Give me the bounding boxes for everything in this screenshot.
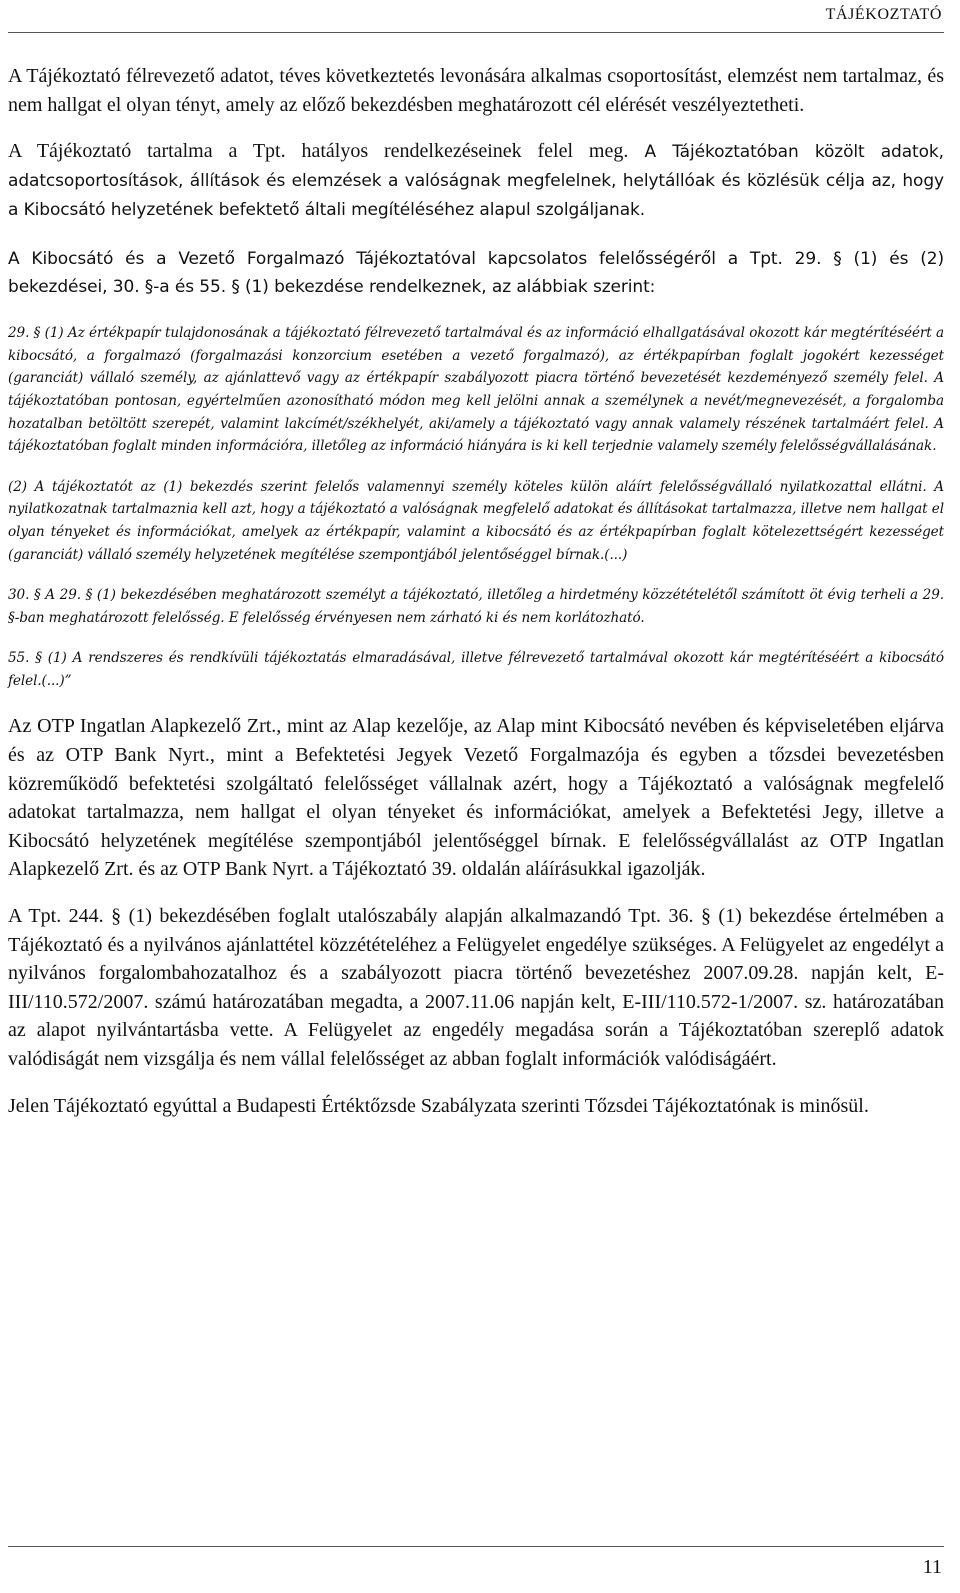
footer-divider: [8, 1546, 944, 1547]
paragraph-compliance-serif-part: A Tájékoztató tartalma a Tpt. hatályos rendelkezéseinek felel meg.: [8, 140, 629, 163]
paragraph-misleading-data: A Tájékoztató félrevezető adatot, téves következtetés levonására alkalmas csoportosítást, elemzést nem tartalmaz, és nem hallgat el olyan tényt, amely az előző bekezdésben meghatározott cél elérését veszélyeztetheti.: [8, 65, 944, 116]
paragraph-supervisory-approval: A Tpt. 244. § (1) bekezdésében foglalt utalószabály alapján alkalmazandó Tpt. 36. § (1) bekezdése értelmében a Tájékoztató és a nyilvános ajánlattétel közzétételéhez a Felügyelet engedélye szükséges. A Felügyelet az engedélyt a nyilvános forgalombahozatalhoz és a szabályozott piacra történő bevezetéshez 2007.09.28. napján kelt, E-III/110.572/2007. számú határozatában megadta, a 2007.11.06 napján kelt, E-III/110.572-1/2007. sz. határozatában az alapot nyilvántartásba vette. A Felügyelet az engedély megadása során a Tájékoztatóban szereplő adatok valódiságát nem vizsgálja és nem vállal felelősséget az abban foglalt információk valódiságáért.: [8, 905, 944, 1071]
paragraph-responsibility-statement: Az OTP Ingatlan Alapkezelő Zrt., mint az Alap kezelője, az Alap mint Kibocsátó nevében és képviseletében eljárva és az OTP Bank Nyrt., mint a Befektetési Jegyek Vezető Forgalmazója és egyben a tőzsdei bevezetésben közreműködő befektetési szolgáltató felelősséget vállalnak azért, hogy a Tájékoztató a valóságnak megfelelő adatokat tartalmazza, nem hallgat el olyan tényeket és információkat, amelyek a Befektetési Jegy, illetve a Kibocsátó helyzetének megítélése szempontjából jelentőséggel bírnak. E felelősségvállalást az OTP Ingatlan Alapkezelő Zrt. és az OTP Bank Nyrt. a Tájékoztató 39. oldalán aláírásukkal igazolják.: [8, 715, 944, 881]
quote-section-29-1: 29. § (1) Az értékpapír tulajdonosának a tájékoztató félrevezető tartalmával és az információ elhallgatásával okozott kár megtérítéséért a kibocsátó, a forgalmazó (forgalmazási konzorcium esetében a vezető forgalmazó), az értékpapírban foglalt jogokért kezességet (garanciát) vállaló személy, az ajánlattevő vagy az értékpapír szabályozott piacra történő bevezetését kezdeményező személy felel. A tájékoztatóban pontosan, egyértelműen azonosítható módon meg kell jelölni annak a személynek a nevét/megnevezését, a forgalomba hozatalban betöltött szerepét, valamint lakcímét/székhelyét, aki/amely a tájékoztató vagy annak valamely részének tartalmáért felel. A tájékoztatóban foglalt minden információra, illetőleg az információ hiányára is ki kell terjednie valamely személy felelősségvállalásának.: [8, 325, 944, 455]
paragraph-compliance-sans-part: A Tájékoztatóban közölt adatok, adatcsoportosítások, állítások és elemzések a valóságnak megfelelnek, helytállóak és közlésük célja az, hogy a Kibocsátó helyzetének befektető általi megítéléséhez alapul szolgáljanak.: [8, 142, 944, 220]
page-number: 11: [922, 1556, 942, 1578]
legal-quotation: [8, 322, 944, 692]
paragraph-content-compliance: [8, 137, 944, 224]
running-header: TÁJÉKOZTATÓ: [825, 6, 942, 23]
quote-section-30: 30. § A 29. § (1) bekezdésében meghatározott személyt a tájékoztató, illetőleg a hirdetmény közzétételétől számított öt évig terheli a 29. §-ban meghatározott felelősség. E felelősség érvényesen nem zárható ki és nem korlátozható.: [8, 587, 944, 626]
quote-section-55: 55. § (1) A rendszeres és rendkívüli tájékoztatás elmaradásával, illetve félrevezető tartalmával okozott kár megtérítéséért a kibocsátó felel.(...)”: [8, 650, 944, 689]
paragraph-liability-intro: A Kibocsátó és a Vezető Forgalmazó Tájékoztatóval kapcsolatos felelősségéről a Tpt. 29. § (1) és (2) bekezdései, 30. §-a és 55. § (1) bekezdése rendelkeznek, az alábbiak szerint:: [8, 248, 944, 298]
page-body: [8, 62, 944, 1120]
header-divider: [8, 32, 944, 33]
paragraph-stock-exchange-status: Jelen Tájékoztató egyúttal a Budapesti Értéktőzsde Szabályzata szerinti Tőzsdei Tájékoztatónak is minősül.: [8, 1094, 869, 1117]
quote-section-29-2: (2) A tájékoztatót az (1) bekezdés szerint felelős valamennyi személy köteles külön aláírt felelősségvállaló nyilatkozattal ellátni. A nyilatkozatnak tartalmaznia kell azt, hogy a tájékoztató a valóságnak megfelelő adatokat és állításokat tartalmazza, illetve nem hallgat el olyan tényeket és információkat, amelyek az értékpapír, valamint a kibocsátó és az értékpapírban foglalt kötelezettségért kezességet (garanciát) vállaló személy helyzetének megítélése szempontjából jelentőséggel bírnak.(...): [8, 478, 944, 563]
